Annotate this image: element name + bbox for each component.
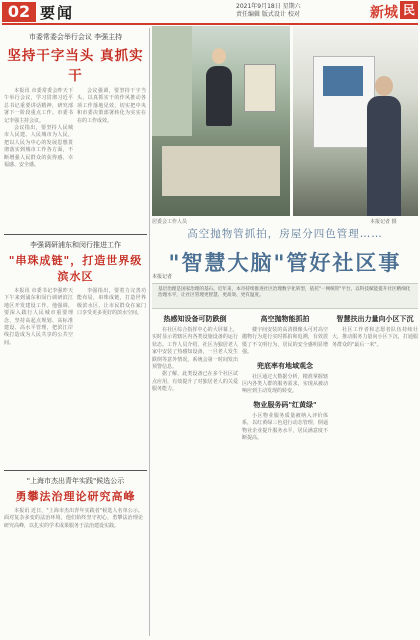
article-2-paragraph: 李强指出，要着力完善功能布局，串珠成链，打造世界级滨水区，让市民群众在家门口享受更多更好的滨水空间。 [77, 288, 146, 317]
section-divider [4, 234, 147, 235]
date-info [236, 3, 356, 19]
logo-text: 新城 [370, 5, 398, 21]
feature-column-3 [332, 310, 418, 636]
section-title: 要闻 [40, 4, 75, 22]
logo-mark-icon: 民 [400, 1, 418, 19]
feature-section-heading: 物业服务码"红黄绿" [253, 400, 317, 409]
feature-section-heading: 兜底率有地域观念 [257, 361, 313, 370]
page-number: 02 [2, 2, 36, 22]
feature-headline: "智慧大脑"管好社区事 [168, 250, 402, 275]
column-divider [149, 28, 150, 636]
feature-summary-text: 基层治理是国家治理的基石。近年来，本市持续推进社区治理数字化转型，依托"一网统管"平台，以科技赋能提升社区精细化治理水平，让社区管理更智慧、更高效、更有温度。 [158, 287, 411, 299]
article-2-kicker: 李强调研浦东和闵行推进工作 [30, 241, 121, 249]
feature-overline: 高空抛物管抓拍，房屋分四色管理…… [187, 228, 383, 240]
date-line: 2021年9月18日 星期六 [236, 3, 301, 10]
article-3-paragraph: 本报讯 近日，"上海市杰出青年实践者"候选人名单公示。面对复杂多变的法治环境，他们始终坚守初心，勇攀法治理论研究高峰，以扎实的学术成果服务于法治建设实践。 [4, 508, 143, 529]
editor-line: 责任编辑 版式设计 校对 [236, 11, 300, 18]
feature-headline-block [152, 226, 418, 277]
feature-column-1 [152, 310, 238, 636]
feature-paragraph: 社区工作者和志愿者队伍持续壮大，推动服务力量向小区下沉，打通服务群众的"最后一米"。 [332, 327, 418, 348]
feature-byline: 本报记者 [152, 274, 173, 280]
article-1-paragraph: 会议指出，要坚持人民城市人民建、人民城市为人民，把以人民为中心的发展思想贯彻落实到城市工作各方面，不断增强人民群众的获得感、幸福感、安全感。 [4, 125, 73, 169]
feature-paragraph: 楼宇间安装的高清摄像头可对高空抛物行为进行实时抓拍和追溯，有效震慑了不文明行为，居民的安全感明显增强。 [242, 327, 328, 356]
article-1-headline: 坚持干字当头 真抓实干 [7, 48, 144, 84]
feature-paragraph: 社区通过大数据分析，精准掌握辖区内各类人群的服务需求，实现从被动响应到主动发现的转变。 [242, 373, 328, 395]
section-divider [4, 470, 147, 471]
article-1-paragraph: 本报讯 市委常委会昨天下午举行会议，学习贯彻习近平总书记重要讲话精神，研究部署下一阶段重点工作。市委书记李强主持会议。 [4, 88, 73, 124]
photo-caption-right: 本报记者 摄 [370, 219, 397, 225]
article-3-headline: 勇攀法治理论研究高峰 [15, 490, 136, 503]
feature-paragraph: 小区物业服务质量被纳入评价体系，以红黄绿三色进行动态管理，倒逼物业企业提升服务水平，居民满意度不断提高。 [242, 412, 328, 442]
feature-section-heading: 热感知设备可防跌倒 [163, 315, 227, 323]
feature-photo-left [152, 26, 290, 216]
feature-paragraph: 在社区综合指挥中心的大屏幕上，实时显示着辖区内各类设施设备的运行状态。工作人员介绍，社区为独居老人家中安装了热感知设备，一旦老人发生跌倒等意外情况，系统会第一时间发出预警信息。 [152, 327, 238, 371]
article-3-kicker: "上海市杰出青年实践"候选公示 [26, 477, 125, 485]
feature-column-2 [242, 310, 328, 636]
feature-photo-right [293, 26, 418, 216]
article-1-kicker: 市委常委会举行会议 李强主持 [28, 33, 123, 41]
article-1-paragraph: 会议强调，要坚持干字当头，以真抓实干的作风推动各项工作落地见效，切实把中央和市委决策部署转化为实实在在的工作成效。 [77, 88, 146, 124]
article-1 [4, 30, 147, 230]
article-2-paragraph: 本报讯 市委书记李强昨天下午来到浦东和闵行调研滨江地区开发建设工作。他强调，要深入践行人民城市重要理念，坚持高起点规划、高标准建设、高水平管理，把滨江岸线打造成为人民共享的公共空间。 [4, 288, 73, 346]
feature-paragraph: 据了解，此类设备已在多个社区试点应用，有效提升了对独居老人的关爱服务能力。 [152, 371, 238, 393]
photo-caption-left: 居委会工作人员 [152, 219, 188, 225]
article-2 [4, 238, 147, 458]
masthead [0, 0, 420, 24]
article-3 [4, 474, 147, 636]
feature-summary [152, 283, 418, 309]
feature-section-heading: 高空抛物能抓拍 [260, 315, 310, 323]
newspaper-logo [358, 1, 418, 23]
feature-section-heading: 智慧扶出力量向小区下沉 [336, 315, 414, 323]
masthead-rule [2, 23, 418, 25]
article-2-headline: "串珠成链"，打造世界级滨水区 [8, 254, 143, 283]
